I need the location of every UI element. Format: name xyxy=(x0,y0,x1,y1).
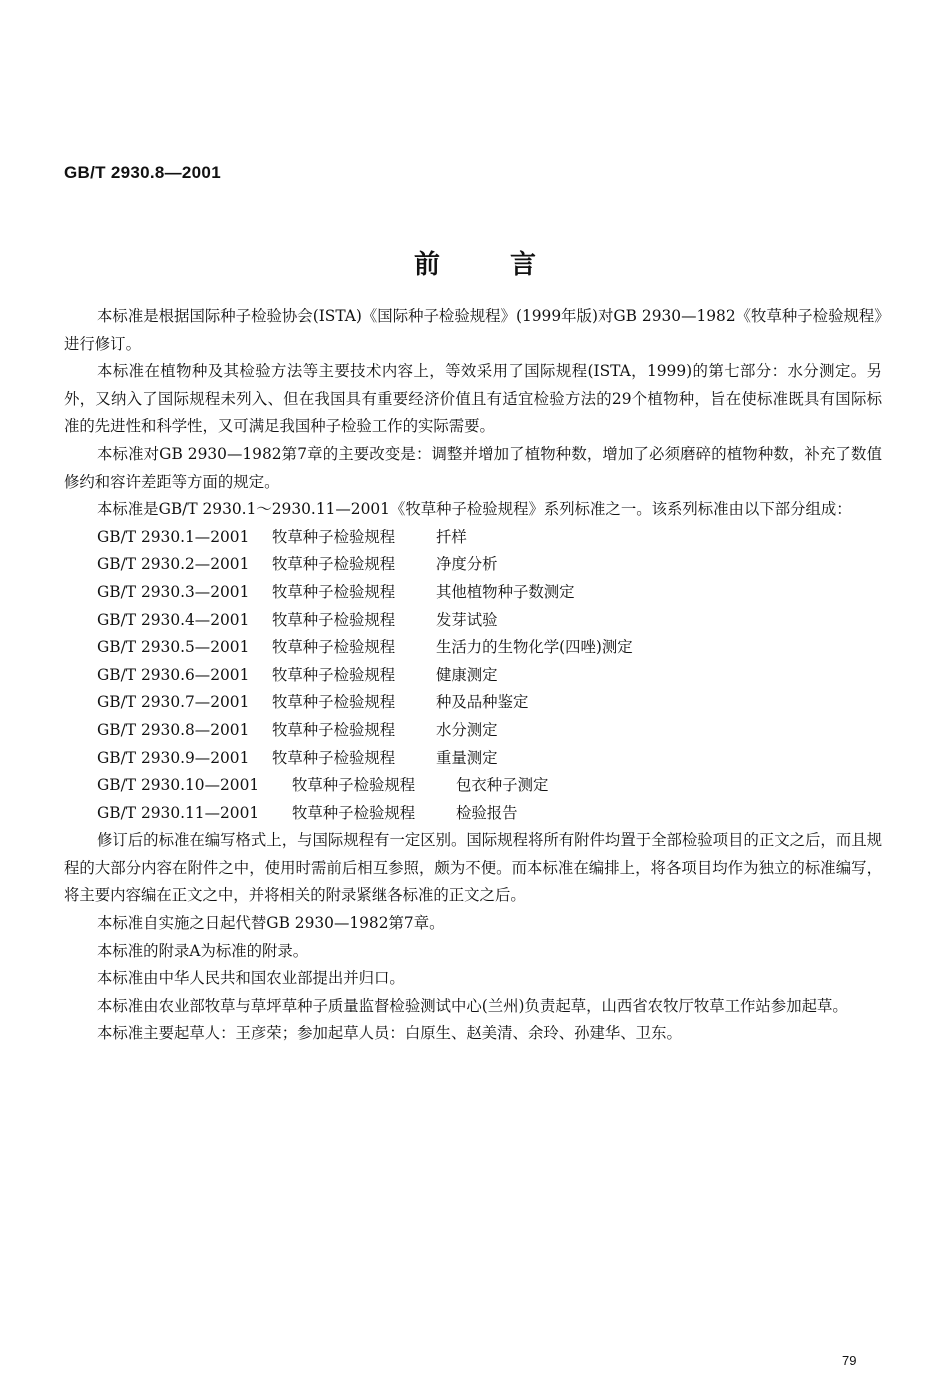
list-item-code: GB/T 2930.2—2001 xyxy=(97,555,250,574)
document-body xyxy=(64,303,882,1048)
list-item-part: 其他植物种子数测定 xyxy=(436,582,575,601)
list-item xyxy=(64,579,882,607)
list-item-code: GB/T 2930.9—2001 xyxy=(97,748,250,767)
list-item-code: GB/T 2930.5—2001 xyxy=(97,638,250,657)
title-char-1: 前 xyxy=(413,250,440,280)
list-item-part: 检验报告 xyxy=(456,803,518,822)
paragraph: 本标准是根据国际种子检验协会(ISTA)《国际种子检验规程》(1999年版)对GB 2930—1982《牧草种子检验规程》进行修订。 xyxy=(64,307,882,353)
list-item xyxy=(64,662,882,690)
title-char-2: 言 xyxy=(510,250,537,280)
paragraph: 本标准是GB/T 2930.1～2930.11—2001《牧草种子检验规程》系列标准之一。该系列标准由以下部分组成： xyxy=(97,500,852,519)
list-item xyxy=(64,800,882,828)
list-item xyxy=(64,607,882,635)
list-item-series: 牧草种子检验规程 xyxy=(272,665,396,684)
list-item-series: 牧草种子检验规程 xyxy=(272,582,396,601)
list-item-series: 牧草种子检验规程 xyxy=(272,555,396,574)
list-item xyxy=(64,745,882,773)
list-item-code: GB/T 2930.8—2001 xyxy=(97,720,250,739)
series-list xyxy=(64,524,882,828)
list-item-part: 水分测定 xyxy=(436,720,498,739)
list-item-code: GB/T 2930.3—2001 xyxy=(97,582,250,601)
list-item-series: 牧草种子检验规程 xyxy=(272,748,396,767)
list-item-part: 发芽试验 xyxy=(436,610,498,629)
list-item xyxy=(64,717,882,745)
list-item xyxy=(64,551,882,579)
list-item-part: 净度分析 xyxy=(436,555,498,574)
standard-code: GB/T 2930.8—2001 xyxy=(64,163,221,182)
page-title xyxy=(0,244,950,281)
list-item xyxy=(64,689,882,717)
list-item-code: GB/T 2930.10—2001 xyxy=(97,776,260,795)
paragraph: 本标准主要起草人：王彦荣；参加起草人员：白原生、赵美清、余玲、孙建华、卫东。 xyxy=(97,1024,682,1043)
list-item-code: GB/T 2930.6—2001 xyxy=(97,665,250,684)
list-item-part: 种及品种鉴定 xyxy=(436,693,529,712)
paragraph: 本标准由农业部牧草与草坪草种子质量监督检验测试中心(兰州)负责起草，山西省农牧厅牧草工作站参加起草。 xyxy=(97,996,848,1015)
list-item-series: 牧草种子检验规程 xyxy=(272,638,396,657)
list-item-series: 牧草种子检验规程 xyxy=(292,803,416,822)
list-item-part: 重量测定 xyxy=(436,748,498,767)
list-item-part: 扦样 xyxy=(436,527,467,546)
paragraph: 本标准自实施之日起代替GB 2930—1982第7章。 xyxy=(97,914,445,933)
list-item-part: 健康测定 xyxy=(436,665,498,684)
list-item-series: 牧草种子检验规程 xyxy=(272,693,396,712)
list-item-code: GB/T 2930.4—2001 xyxy=(97,610,250,629)
list-item-code: GB/T 2930.11—2001 xyxy=(97,803,260,822)
list-item-series: 牧草种子检验规程 xyxy=(272,720,396,739)
list-item-part: 生活力的生物化学(四唑)测定 xyxy=(436,638,633,657)
page-number: 79 xyxy=(842,1353,857,1368)
list-item-part: 包衣种子测定 xyxy=(456,776,549,795)
list-item-series: 牧草种子检验规程 xyxy=(272,527,396,546)
list-item xyxy=(64,772,882,800)
paragraph: 本标准由中华人民共和国农业部提出并归口。 xyxy=(97,969,405,988)
paragraph: 本标准对GB 2930—1982第7章的主要改变是：调整并增加了植物种数，增加了必须磨碎的植物种数，补充了数值修约和容许差距等方面的规定。 xyxy=(64,444,882,491)
paragraph: 本标准的附录A为标准的附录。 xyxy=(97,941,309,960)
list-item xyxy=(64,634,882,662)
list-item xyxy=(64,524,882,552)
list-item-code: GB/T 2930.1—2001 xyxy=(97,527,250,546)
list-item-series: 牧草种子检验规程 xyxy=(292,776,416,795)
paragraph: 修订后的标准在编写格式上，与国际规程有一定区别。国际规程将所有附件均置于全部检验项目的正文之后，而且规程的大部分内容在附件之中，使用时需前后相互参照，颇为不便。而本标准在编排上，将各项目均作为独立的标准编写，将主要内容编在正文之中，并将相关的附录紧继各标准的正文之后。 xyxy=(64,831,882,905)
list-item-code: GB/T 2930.7—2001 xyxy=(97,693,250,712)
list-item-series: 牧草种子检验规程 xyxy=(272,610,396,629)
paragraph: 本标准在植物种及其检验方法等主要技术内容上，等效采用了国际规程(ISTA，1999)的第七部分：水分测定。另外，又纳入了国际规程未列入、但在我国具有重要经济价值且有适宜检验方法的29个植物种，旨在使标准既具有国际标准的先进性和科学性，又可满足我国种子检验工作的实际需要。 xyxy=(64,362,882,436)
